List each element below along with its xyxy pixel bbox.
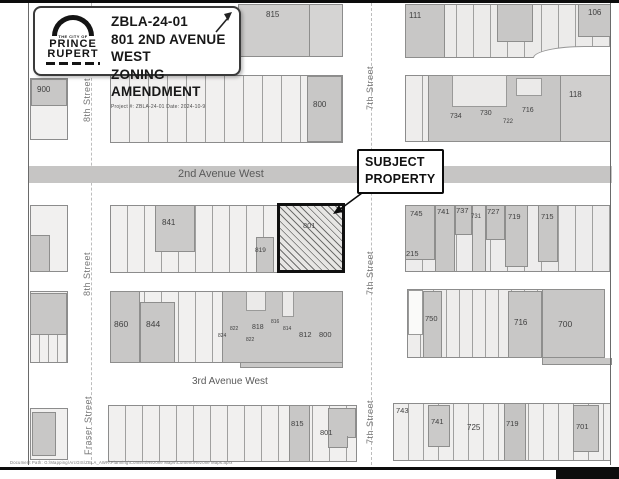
parcel-750 (423, 291, 442, 358)
parcel-844 (140, 302, 175, 363)
parcel-label-716-mid: 716 (514, 318, 528, 327)
parcel-label-822a: 822 (230, 326, 239, 332)
parcel-label-716-top: 716 (522, 107, 534, 114)
parcel-label-818: 818 (252, 324, 264, 331)
parcel-label-819: 819 (255, 247, 266, 254)
seventh-street-label-bot: 7th Street (365, 400, 375, 445)
callout-line-2: PROPERTY (365, 171, 436, 186)
parcel-label-816: 816 (271, 319, 280, 325)
parcel-label-701: 701 (576, 422, 589, 431)
lots-row4-left (31, 335, 67, 362)
parcel-top-mid (497, 4, 533, 42)
parcel-label-700: 700 (558, 319, 573, 329)
frame-top-bar (0, 0, 619, 3)
parcel-label-743: 743 (396, 406, 409, 415)
eighth-street-label-upper: 8th Street (82, 78, 92, 123)
parcel-label-860: 860 (114, 319, 129, 329)
parcel-label-730: 730 (480, 110, 492, 117)
subject-property-callout (357, 149, 444, 194)
seventh-street-label-mid: 7th Street (365, 251, 375, 296)
project-meta: Project #: ZBLA-24-01 Date: 2024-10-9 (111, 103, 206, 110)
parcel-700 (542, 289, 605, 358)
eighth-street-label-mid: 8th Street (82, 252, 92, 297)
parcel-label-725: 725 (467, 423, 481, 432)
building-row3-left (30, 235, 50, 272)
parcel-label-800-top: 800 (313, 100, 327, 109)
frame-right (610, 3, 611, 465)
parcel-label-737: 737 (456, 206, 469, 215)
frame-corner-block (556, 470, 619, 479)
parcel-label-822b: 822 (246, 337, 255, 343)
parcel-719-bot (504, 403, 526, 461)
second-avenue-label: 2nd Avenue West (178, 168, 264, 180)
fraser-street-label: Fraser Street (83, 396, 93, 456)
parcel-label-815-top: 815 (266, 10, 280, 19)
parcel-notch-3 (246, 291, 266, 311)
parcel-label-727: 727 (487, 207, 500, 216)
callout-line-1: SUBJECT (365, 155, 425, 169)
parcel-741-bot (428, 405, 450, 447)
parcel-label-719-mid: 719 (508, 212, 521, 221)
logo-base-icon (46, 62, 100, 65)
parcel-841 (155, 205, 195, 252)
building-row5-left (32, 412, 56, 456)
parcel-label-715: 715 (541, 212, 554, 221)
document-path-text: Document Path: G:\Mapping\ArcGIS\ZBLA_AWR\Planning\Content\Rezone Maps\Content\Rezone Maps.aprx (10, 460, 233, 465)
city-logo (41, 15, 105, 65)
parcel-label-801-subject: 801 (303, 221, 316, 230)
parcel-label-111: 111 (409, 11, 422, 20)
parcel-label-215: 215 (406, 249, 419, 258)
parcel-label-741-bot: 741 (431, 417, 444, 426)
parcel-label-800-mid: 800 (319, 330, 332, 339)
parcel-label-722: 722 (503, 119, 514, 125)
parcel-white-lot (408, 290, 423, 335)
parcel-118 (560, 75, 611, 142)
frame-left (28, 3, 29, 465)
parcel-notch-1 (452, 75, 507, 107)
parcel-815-bot (289, 405, 310, 462)
parcel-label-118: 118 (569, 90, 582, 99)
parcel-label-731: 731 (471, 214, 482, 220)
parcel-label-815-bot: 815 (291, 419, 304, 428)
frame-bottom-bar (0, 467, 619, 470)
parcel-label-844: 844 (146, 319, 161, 329)
parcel-700-overhang (542, 358, 612, 365)
parcel-label-106: 106 (588, 8, 602, 17)
second-avenue-road (28, 166, 612, 183)
document-type: ZONING AMENDMENT (111, 66, 201, 100)
logo-tagline: THE CITY OF (58, 34, 88, 39)
parcel-label-741-mid: 741 (437, 207, 450, 216)
logo-city-name-2: RUPERT (47, 48, 99, 61)
project-address: 801 2ND AVENUE WEST (111, 31, 226, 65)
third-avenue-label: 3rd Avenue West (192, 376, 268, 387)
parcel-label-750: 750 (425, 314, 438, 323)
logo-arch-icon (52, 15, 94, 36)
parcel-notch-4 (282, 291, 294, 317)
parcel-label-719-bot: 719 (506, 419, 519, 428)
building-801-bot-step (328, 436, 348, 448)
parcel-800-top (307, 76, 342, 142)
parcel-label-900: 900 (37, 85, 51, 94)
parcel-label-841: 841 (162, 218, 176, 227)
parcel-label-814: 814 (283, 326, 292, 332)
parcel-label-734: 734 (450, 113, 462, 120)
parcel-label-824: 824 (218, 333, 227, 339)
parcel-label-812: 812 (299, 330, 312, 339)
building-row4-left (30, 293, 67, 335)
north-arrow-icon (210, 10, 236, 36)
logo-city-name-1: PRINCE (49, 38, 97, 50)
parcel-label-801-bot: 801 (320, 428, 333, 437)
seventh-street-label-top: 7th Street (365, 66, 375, 111)
parcel-overhang-row4 (240, 363, 343, 368)
parcel-notch-2 (516, 78, 542, 96)
parcel-label-745: 745 (410, 209, 423, 218)
parcel-819 (256, 237, 274, 273)
project-id: ZBLA-24-01 (111, 14, 189, 29)
